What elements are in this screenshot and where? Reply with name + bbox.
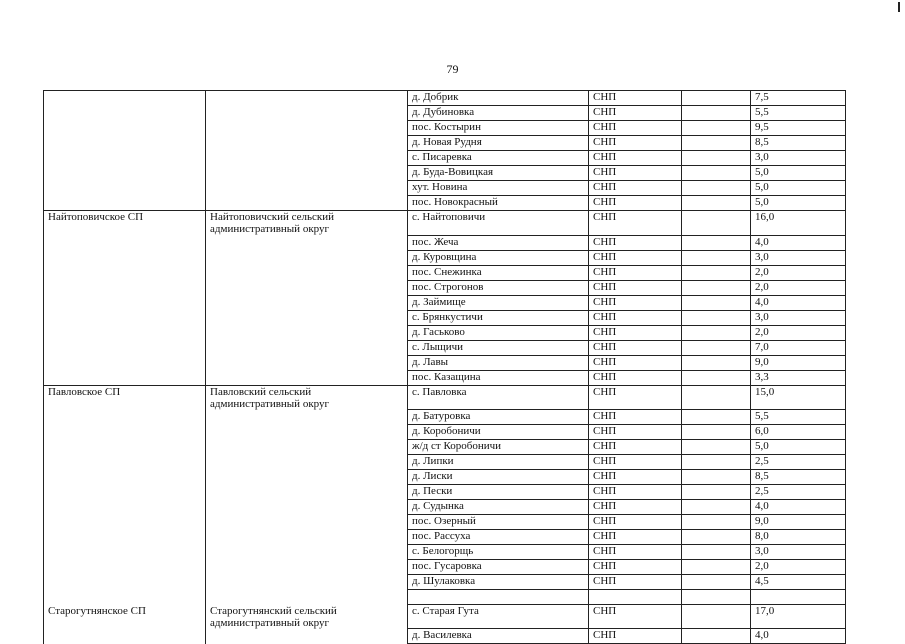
type-cell: СНП (589, 106, 682, 121)
value-cell: 3,3 (751, 370, 846, 385)
district-cell (206, 235, 408, 250)
table-row (44, 340, 846, 355)
type-cell: СНП (589, 605, 682, 629)
type-cell: СНП (589, 211, 682, 236)
type-cell: СНП (589, 355, 682, 370)
value-cell: 17,0 (751, 605, 846, 629)
settlement-cell (44, 340, 206, 355)
empty-cell (682, 590, 751, 605)
value-cell: 15,0 (751, 385, 846, 410)
locality-cell: хут. Новина (408, 181, 589, 196)
table-row (44, 560, 846, 575)
empty-cell (682, 515, 751, 530)
type-cell: СНП (589, 470, 682, 485)
locality-cell: пос. Строгонов (408, 280, 589, 295)
locality-cell: с. Лыщичи (408, 340, 589, 355)
table-row (44, 355, 846, 370)
locality-cell: д. Пески (408, 485, 589, 500)
settlement-cell (44, 629, 206, 644)
page-edge-mark (898, 2, 900, 12)
settlement-cell (44, 530, 206, 545)
locality-cell: д. Шулаковка (408, 575, 589, 590)
table-row (44, 136, 846, 151)
settlement-cell: Найтоповичское СП (44, 211, 206, 236)
settlement-cell (44, 560, 206, 575)
settlement-cell (44, 370, 206, 385)
district-cell (206, 310, 408, 325)
empty-cell (682, 545, 751, 560)
locality-cell: с. Брянкустичи (408, 310, 589, 325)
district-cell (206, 106, 408, 121)
empty-cell (682, 425, 751, 440)
district-cell (206, 410, 408, 425)
empty-cell (682, 310, 751, 325)
type-cell: СНП (589, 385, 682, 410)
empty-cell (682, 106, 751, 121)
table-row (44, 440, 846, 455)
value-cell: 5,0 (751, 166, 846, 181)
locality-cell: д. Дубиновка (408, 106, 589, 121)
empty-cell (589, 590, 682, 605)
settlement-cell (44, 355, 206, 370)
value-cell: 5,0 (751, 181, 846, 196)
empty-cell (682, 470, 751, 485)
value-cell: 3,0 (751, 545, 846, 560)
settlement-cell (44, 136, 206, 151)
settlement-cell (44, 250, 206, 265)
locality-cell: д. Лиски (408, 470, 589, 485)
value-cell: 3,0 (751, 250, 846, 265)
locality-cell: пос. Снежинка (408, 265, 589, 280)
district-cell (206, 370, 408, 385)
empty-cell (682, 265, 751, 280)
table-row (44, 211, 846, 236)
type-cell: СНП (589, 560, 682, 575)
empty-cell (682, 575, 751, 590)
settlement-cell (44, 151, 206, 166)
district-cell (206, 280, 408, 295)
empty-cell (682, 410, 751, 425)
settlement-cell (44, 196, 206, 211)
value-cell: 4,0 (751, 500, 846, 515)
locality-cell: с. Белогорщь (408, 545, 589, 560)
locality-cell: с. Старая Гута (408, 605, 589, 629)
empty-cell (682, 181, 751, 196)
district-cell (206, 265, 408, 280)
district-cell (206, 515, 408, 530)
value-cell: 2,5 (751, 485, 846, 500)
value-cell: 9,5 (751, 121, 846, 136)
empty-cell (682, 485, 751, 500)
table-row (44, 325, 846, 340)
locality-cell: пос. Казащина (408, 370, 589, 385)
type-cell: СНП (589, 265, 682, 280)
locality-cell: пос. Гусаровка (408, 560, 589, 575)
value-cell: 7,5 (751, 91, 846, 106)
empty-cell (408, 590, 589, 605)
value-cell: 5,5 (751, 106, 846, 121)
empty-cell (682, 250, 751, 265)
district-cell (206, 470, 408, 485)
locality-cell: д. Займище (408, 295, 589, 310)
table-row (44, 310, 846, 325)
type-cell: СНП (589, 340, 682, 355)
empty-cell (682, 295, 751, 310)
table-row (44, 485, 846, 500)
value-cell: 4,0 (751, 235, 846, 250)
empty-cell (44, 590, 206, 605)
type-cell: СНП (589, 500, 682, 515)
district-cell: Павловский сельский административный округ (206, 385, 408, 410)
type-cell: СНП (589, 575, 682, 590)
type-cell: СНП (589, 325, 682, 340)
type-cell: СНП (589, 250, 682, 265)
table-row (44, 629, 846, 644)
settlement-cell (44, 455, 206, 470)
table-row (44, 425, 846, 440)
locality-cell: д. Гаськово (408, 325, 589, 340)
type-cell: СНП (589, 310, 682, 325)
settlement-cell (44, 515, 206, 530)
settlement-cell (44, 545, 206, 560)
settlement-cell (44, 181, 206, 196)
value-cell: 4,5 (751, 575, 846, 590)
page-number: 79 (446, 62, 459, 76)
empty-cell (682, 440, 751, 455)
type-cell: СНП (589, 545, 682, 560)
type-cell: СНП (589, 235, 682, 250)
empty-cell (682, 385, 751, 410)
table-row (44, 370, 846, 385)
settlement-cell (44, 235, 206, 250)
type-cell: СНП (589, 295, 682, 310)
district-cell (206, 121, 408, 136)
value-cell: 5,5 (751, 410, 846, 425)
table-row (44, 545, 846, 560)
district-cell (206, 485, 408, 500)
settlement-cell (44, 470, 206, 485)
type-cell: СНП (589, 136, 682, 151)
locality-cell: пос. Рассуха (408, 530, 589, 545)
district-cell: Найтоповичский сельский административный округ (206, 211, 408, 236)
table-row (44, 280, 846, 295)
empty-cell (682, 605, 751, 629)
locality-cell: д. Новая Рудня (408, 136, 589, 151)
locality-cell: д. Добрик (408, 91, 589, 106)
locality-cell: д. Куровщина (408, 250, 589, 265)
district-cell (206, 560, 408, 575)
empty-cell (682, 211, 751, 236)
type-cell: СНП (589, 280, 682, 295)
type-cell: СНП (589, 196, 682, 211)
empty-cell (682, 325, 751, 340)
table-row (44, 605, 846, 629)
district-cell (206, 500, 408, 515)
district-cell: Старогутнянский сельский административный округ (206, 605, 408, 629)
settlement-cell (44, 91, 206, 106)
settlement-cell (44, 310, 206, 325)
table-row (44, 410, 846, 425)
table-row (44, 530, 846, 545)
district-cell (206, 250, 408, 265)
locality-cell: д. Коробоничи (408, 425, 589, 440)
table-row (44, 295, 846, 310)
table-row (44, 151, 846, 166)
district-cell (206, 355, 408, 370)
settlement-cell: Старогутнянское СП (44, 605, 206, 629)
district-cell (206, 181, 408, 196)
empty-cell (682, 455, 751, 470)
table-row (44, 470, 846, 485)
type-cell: СНП (589, 370, 682, 385)
locality-cell: д. Лавы (408, 355, 589, 370)
locality-cell: д. Судынка (408, 500, 589, 515)
table-row (44, 121, 846, 136)
table-row (44, 265, 846, 280)
type-cell: СНП (589, 181, 682, 196)
empty-cell (682, 340, 751, 355)
empty-cell (682, 280, 751, 295)
empty-cell (751, 590, 846, 605)
settlement-cell (44, 325, 206, 340)
value-cell: 6,0 (751, 425, 846, 440)
locality-cell: пос. Жеча (408, 235, 589, 250)
type-cell: СНП (589, 410, 682, 425)
district-cell (206, 629, 408, 644)
table-row (44, 250, 846, 265)
table-row (44, 455, 846, 470)
type-cell: СНП (589, 530, 682, 545)
district-cell (206, 545, 408, 560)
value-cell: 3,0 (751, 151, 846, 166)
type-cell: СНП (589, 515, 682, 530)
value-cell: 2,0 (751, 325, 846, 340)
empty-cell (682, 136, 751, 151)
value-cell: 4,0 (751, 629, 846, 644)
settlements-table (43, 90, 846, 644)
empty-cell (682, 91, 751, 106)
type-cell: СНП (589, 425, 682, 440)
settlement-cell (44, 121, 206, 136)
table-row (44, 181, 846, 196)
table-row (44, 575, 846, 590)
table-row (44, 515, 846, 530)
settlement-cell (44, 500, 206, 515)
settlement-cell (44, 410, 206, 425)
empty-cell (206, 590, 408, 605)
table-row (44, 196, 846, 211)
settlement-cell (44, 295, 206, 310)
type-cell: СНП (589, 121, 682, 136)
district-cell (206, 166, 408, 181)
value-cell: 7,0 (751, 340, 846, 355)
settlement-cell (44, 485, 206, 500)
empty-cell (682, 370, 751, 385)
value-cell: 9,0 (751, 355, 846, 370)
empty-cell (682, 530, 751, 545)
empty-cell (682, 500, 751, 515)
settlement-cell (44, 265, 206, 280)
empty-cell (682, 151, 751, 166)
type-cell: СНП (589, 151, 682, 166)
district-cell (206, 340, 408, 355)
district-cell (206, 91, 408, 106)
locality-cell: с. Писаревка (408, 151, 589, 166)
empty-cell (682, 560, 751, 575)
value-cell: 2,0 (751, 280, 846, 295)
locality-cell: с. Павловка (408, 385, 589, 410)
type-cell: СНП (589, 485, 682, 500)
district-cell (206, 136, 408, 151)
empty-cell (682, 166, 751, 181)
type-cell: СНП (589, 629, 682, 644)
empty-cell (682, 235, 751, 250)
value-cell: 8,0 (751, 530, 846, 545)
value-cell: 5,0 (751, 196, 846, 211)
empty-cell (682, 196, 751, 211)
table-row (44, 235, 846, 250)
table-row (44, 166, 846, 181)
type-cell: СНП (589, 91, 682, 106)
locality-cell: пос. Новокрасный (408, 196, 589, 211)
value-cell: 16,0 (751, 211, 846, 236)
empty-cell (682, 355, 751, 370)
settlement-cell (44, 280, 206, 295)
locality-cell: д. Липки (408, 455, 589, 470)
locality-cell: д. Батуровка (408, 410, 589, 425)
settlement-cell (44, 425, 206, 440)
value-cell: 5,0 (751, 440, 846, 455)
district-cell (206, 455, 408, 470)
empty-cell (682, 629, 751, 644)
locality-cell: пос. Костырин (408, 121, 589, 136)
type-cell: СНП (589, 166, 682, 181)
settlement-cell (44, 166, 206, 181)
settlement-cell (44, 106, 206, 121)
locality-cell: д. Василевка (408, 629, 589, 644)
value-cell: 9,0 (751, 515, 846, 530)
locality-cell: ж/д ст Коробоничи (408, 440, 589, 455)
district-cell (206, 575, 408, 590)
district-cell (206, 295, 408, 310)
locality-cell: с. Найтоповичи (408, 211, 589, 236)
settlement-cell: Павловское СП (44, 385, 206, 410)
value-cell: 4,0 (751, 295, 846, 310)
table-row (44, 385, 846, 410)
district-cell (206, 196, 408, 211)
value-cell: 8,5 (751, 136, 846, 151)
value-cell: 2,5 (751, 455, 846, 470)
locality-cell: пос. Озерный (408, 515, 589, 530)
district-cell (206, 440, 408, 455)
table-row (44, 91, 846, 106)
settlement-cell (44, 440, 206, 455)
settlement-cell (44, 575, 206, 590)
value-cell: 3,0 (751, 310, 846, 325)
empty-cell (682, 121, 751, 136)
district-cell (206, 425, 408, 440)
type-cell: СНП (589, 440, 682, 455)
district-cell (206, 151, 408, 166)
table-row (44, 106, 846, 121)
table-gap-row (44, 590, 846, 605)
district-cell (206, 530, 408, 545)
value-cell: 2,0 (751, 560, 846, 575)
district-cell (206, 325, 408, 340)
value-cell: 2,0 (751, 265, 846, 280)
table-row (44, 500, 846, 515)
locality-cell: д. Буда-Вовицкая (408, 166, 589, 181)
value-cell: 8,5 (751, 470, 846, 485)
type-cell: СНП (589, 455, 682, 470)
